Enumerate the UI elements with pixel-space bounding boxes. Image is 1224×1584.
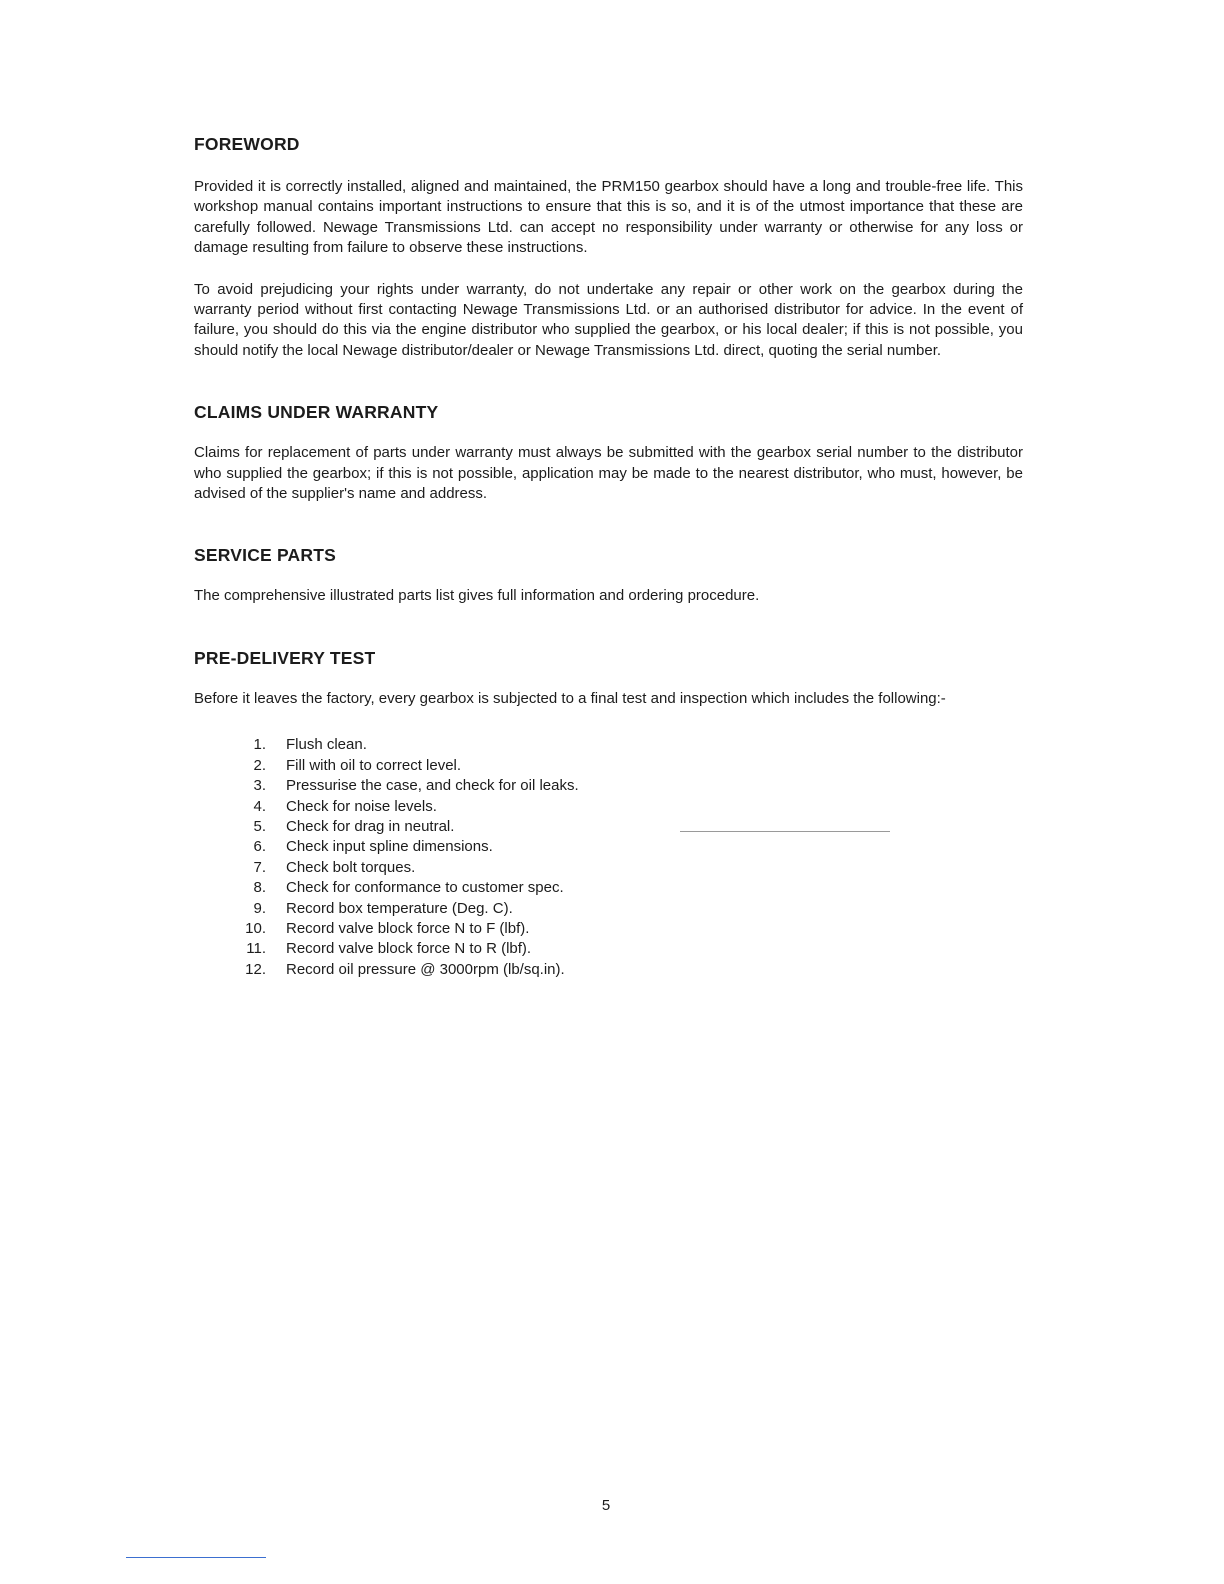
list-item-number: 2.: [253, 756, 266, 774]
list-item-text: Record box temperature (Deg. C).: [286, 899, 513, 917]
claims-heading: CLAIMS UNDER WARRANTY: [194, 402, 439, 423]
page-content: [194, 133, 1023, 980]
list-item-number: 6.: [253, 838, 266, 856]
list-item: [194, 919, 1023, 939]
list-item: [194, 756, 1023, 776]
list-item-text: Flush clean.: [286, 736, 367, 754]
foreword-paragraph-2: To avoid prejudicing your rights under warranty, do not undertake any repair or other work on the gearbox during the warranty period without first contacting Newage Transmissions Ltd. or an authorised distributor for advice. In the event of failure, you should do this via the engine distributor who supplied the gearbox, or his local dealer; if this is not possible, you should notify the local Newage distributor/dealer or Newage Transmissions Ltd. direct, quoting the serial number.: [194, 280, 1023, 359]
list-item: [194, 837, 1023, 857]
list-item-text: Check bolt torques.: [286, 858, 416, 876]
pre-delivery-list: [194, 735, 1023, 980]
list-item-text: Record valve block force N to R (lbf).: [286, 940, 532, 958]
list-item-number: 8.: [253, 879, 266, 897]
foreword-heading: FOREWORD: [194, 134, 300, 154]
list-item-number: 7.: [253, 858, 266, 876]
list-item-number: 5.: [253, 817, 266, 835]
claims-paragraph: Claims for replacement of parts under warranty must always be submitted with the gearbox serial number to the distributor who supplied the gearbox; if this is not possible, application may be made to the nearest distributor, who must, however, be advised of the supplier's name and address.: [194, 444, 1023, 503]
list-item: [194, 735, 1023, 755]
list-item-text: Fill with oil to correct level.: [286, 756, 462, 774]
list-item: [194, 858, 1023, 878]
list-item-number: 4.: [253, 797, 266, 815]
service-parts-heading: SERVICE PARTS: [194, 545, 336, 566]
list-item: [194, 817, 1023, 837]
list-item: [194, 939, 1023, 959]
list-item: [194, 776, 1023, 796]
list-item-number: 10.: [245, 919, 266, 937]
list-item: [194, 899, 1023, 919]
list-item: [194, 960, 1023, 980]
service-parts-paragraph: The comprehensive illustrated parts list gives full information and ordering procedure.: [194, 587, 760, 605]
list-item-text: Pressurise the case, and check for oil leaks.: [286, 777, 579, 795]
list-item-number: 1.: [253, 736, 266, 754]
list-item: [194, 878, 1023, 898]
pre-delivery-heading: PRE-DELIVERY TEST: [194, 647, 376, 668]
footer-divider: [126, 1557, 266, 1558]
list-item-text: Record valve block force N to F (lbf).: [286, 919, 530, 937]
page-number: 5: [601, 1497, 611, 1514]
list-item-text: Check for noise levels.: [286, 797, 437, 815]
list-item-text: Check input spline dimensions.: [286, 838, 493, 856]
list-item-text: Check for conformance to customer spec.: [286, 879, 564, 897]
foreword-paragraph-1: Provided it is correctly installed, aligned and maintained, the PRM150 gearbox should have a long and trouble-free life. This workshop manual contains important instructions to ensure that this is so, and it is of the utmost importance that these are carefully followed. Newage Transmissions Ltd. can accept no responsibility under warranty or otherwise for any loss or damage resulting from failure to observe these instructions.: [194, 178, 1023, 257]
list-item-number: 11.: [246, 940, 266, 958]
pre-delivery-intro: Before it leaves the factory, every gearbox is subjected to a final test and inspection which includes the following:-: [194, 689, 946, 707]
list-item-number: 3.: [253, 777, 266, 795]
horizontal-rule: [680, 831, 890, 832]
list-item: [194, 797, 1023, 817]
list-item-text: Check for drag in neutral.: [286, 817, 455, 835]
list-item-number: 12.: [245, 960, 266, 978]
list-item-number: 9.: [253, 899, 266, 917]
list-item-text: Record oil pressure @ 3000rpm (lb/sq.in).: [286, 960, 565, 978]
